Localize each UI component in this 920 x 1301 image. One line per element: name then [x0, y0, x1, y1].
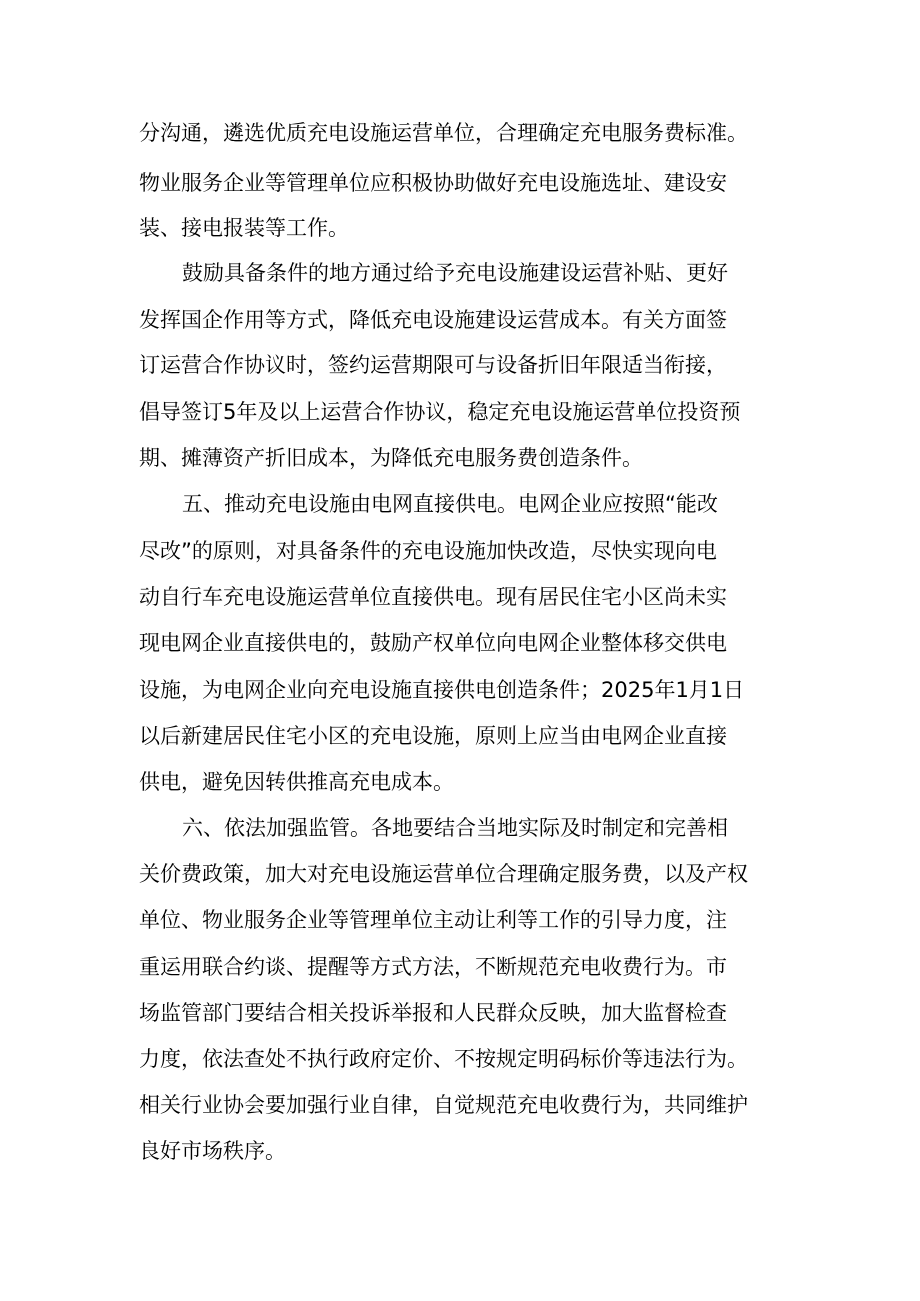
text-line: 良好市场秩序。: [139, 1139, 286, 1163]
text-line: 订运营合作协议时，签约运营期限可与设备折旧年限适当衔接，: [139, 353, 727, 377]
text-line: 关价费政策，加大对充电设施运营单位合理确定服务费，以及产权: [139, 862, 748, 886]
text-line: 单位、物业服务企业等管理单位主动让利等工作的引导力度，注: [139, 908, 727, 932]
text-line: 场监管部门要结合相关投诉举报和人民群众反映，加大监督检查: [139, 1001, 727, 1025]
text-line: 尽改”的原则，对具备条件的充电设施加快改造，尽快实现向电: [139, 539, 717, 563]
section-heading-line: 五、推动充电设施由电网直接供电。电网企业应按照“能改: [182, 492, 718, 516]
text-line: 供电，避免因转供推高充电成本。: [139, 770, 454, 794]
text-line: 分沟通，遴选优质充电设施运营单位，合理确定充电服务费标准。: [139, 121, 748, 145]
section-heading-line: 六、依法加强监管。各地要结合当地实际及时制定和完善相: [182, 816, 728, 840]
text-line: 期、摊薄资产折旧成本，为降低充电服务费创造条件。: [139, 446, 643, 470]
text-line: 重运用联合约谈、提醒等方式方法，不断规范充电收费行为。市: [139, 955, 727, 979]
text-line: 以后新建居民住宅小区的充电设施，原则上应当由电网企业直接: [139, 724, 727, 748]
text-line: 装、接电报装等工作。: [139, 216, 349, 240]
text-line: 动自行车充电设施运营单位直接供电。现有居民住宅小区尚未实: [139, 585, 727, 609]
text-line: 设施，为电网企业向充电设施直接供电创造条件；2025年1月1日: [139, 678, 745, 702]
text-line: 倡导签订5年及以上运营合作协议，稳定充电设施运营单位投资预: [139, 400, 741, 424]
text-line: 发挥国企作用等方式，降低充电设施建设运营成本。有关方面签: [139, 308, 727, 332]
text-line: 相关行业协会要加强行业自律，自觉规范充电收费行为，共同维护: [139, 1093, 748, 1117]
text-line: 现电网企业直接供电的，鼓励产权单位向电网企业整体移交供电: [139, 631, 727, 655]
text-line: 力度，依法查处不执行政府定价、不按规定明码标价等违法行为。: [139, 1047, 748, 1071]
text-line: 物业服务企业等管理单位应积极协助做好充电设施选址、建设安: [139, 171, 727, 195]
paragraph-first-line: 鼓励具备条件的地方通过给予充电设施建设运营补贴、更好: [182, 261, 728, 285]
